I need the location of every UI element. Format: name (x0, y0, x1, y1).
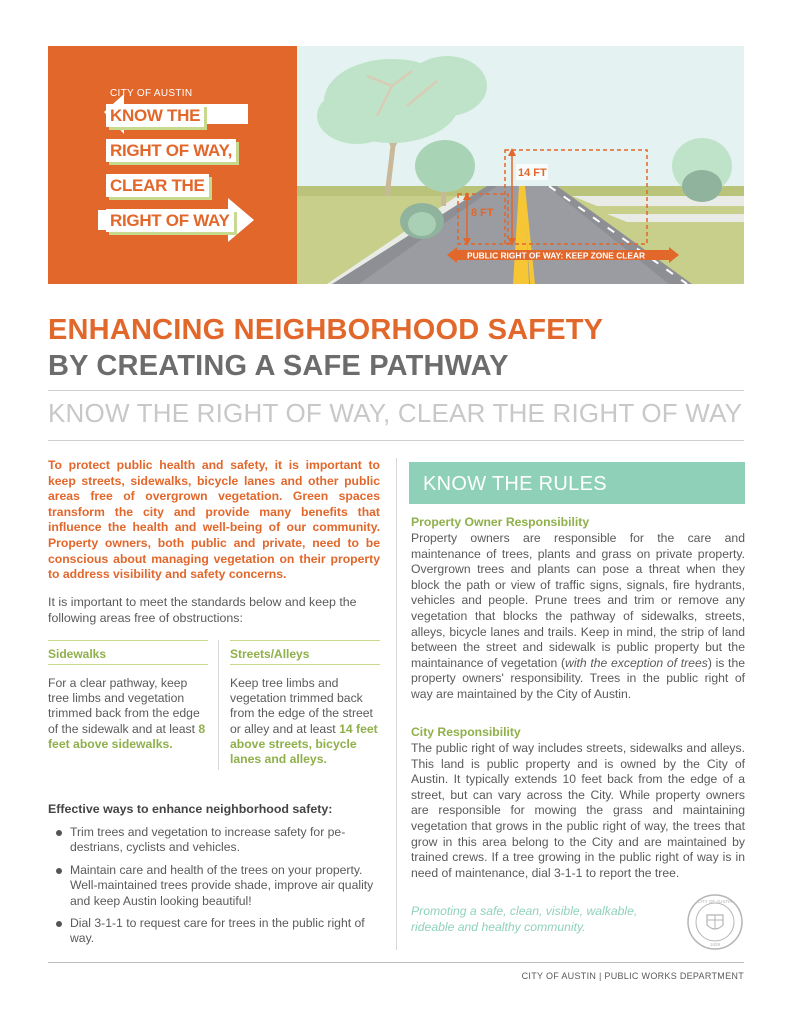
owner-text: Property owners are responsible for the care and maintenance of trees, plants and grass on private property. Overgrown trees and plants can pose a threat when they block the path or view of traffic signs, signals, fire hydrants, vehicles and people. Prune trees and trim or remove any vegetation that blocks the pathway of sidewalks, streets, alleys, bicycle lanes and trails. Keep in mind, the strip of land between the street and sidewalk is public property but the maintainance of vegetation (with the exception of trees) is the property owners' responsibility. Trees in the public right of way are maintained by the City of Austin. (411, 531, 746, 701)
arrow-graphics (48, 46, 297, 284)
page-title-line-2: BY CREATING A SAFE PATHWAY (48, 350, 509, 382)
svg-text:CITY OF AUSTIN: CITY OF AUSTIN (697, 899, 733, 904)
headline-line-4: RIGHT OF WAY (106, 209, 234, 232)
svg-text:1839: 1839 (709, 942, 721, 947)
sidewalks-heading: Sidewalks (48, 647, 107, 661)
divider (48, 664, 208, 665)
divider (48, 390, 744, 391)
slogan: Promoting a safe, clean, visible, walkable, rideable and healthy community. (411, 904, 638, 934)
list-item: Trim trees and vegetation to increase safety for pe-destrians, cyclists and vehicles. (48, 825, 388, 856)
list-item: Maintain care and health of the trees on your property. Well-maintained trees provide shade, improve air quality and keep Austin looking beautiful! (48, 863, 388, 909)
street-illustration (297, 46, 744, 284)
effective-heading: Effective ways to enhance neighborhood safety: (48, 802, 333, 816)
rules-title: KNOW THE RULES (423, 473, 607, 495)
headline-line-2: RIGHT OF WAY, (106, 139, 236, 162)
footer-divider (48, 962, 744, 963)
city-heading: City Responsibility (411, 725, 521, 739)
divider (48, 640, 208, 641)
divider (230, 664, 380, 665)
owner-heading: Property Owner Responsibility (411, 515, 590, 529)
bullet-icon (56, 868, 62, 874)
city-text: The public right of way includes streets, sidewalks and alleys. This land is public property and is owned by the City of Austin. It typically extends 10 feet back from the edge of a street, but can vary across the City. While property owners are responsible for mowing the grass and maintaining vegetation that grows in the public right of way, the trees that grow in this area belong to the City and are maintained by trained crews. If a tree growing in the public right of way is in need of maintenance, dial 3-1-1 to report the tree. (411, 741, 745, 880)
page-subtitle: KNOW THE RIGHT OF WAY, CLEAR THE RIGHT OF WAY (48, 398, 743, 428)
column-divider (396, 458, 397, 950)
divider (48, 440, 744, 441)
city-label: CITY OF AUSTIN (110, 88, 193, 99)
bullet-icon (56, 921, 62, 927)
label-8ft: 8 FT (471, 207, 494, 219)
label-14ft: 14 FT (518, 167, 547, 179)
zone-label: PUBLIC RIGHT OF WAY: KEEP ZONE CLEAR (467, 250, 646, 261)
standards-paragraph: It is important to meet the standards below and keep the following areas free of obstructions: (48, 595, 357, 625)
hero-banner (48, 46, 744, 284)
streets-highlight: 14 feet above streets, bicycle lanes and alleys. (230, 721, 378, 767)
rules-header (409, 462, 745, 504)
sidewalks-text: For a clear pathway, keep tree limbs and vegetation trimmed back from the edge of the sidewalk and at least 8 feet above sidewalks. (48, 676, 206, 751)
list-item: Dial 3-1-1 to request care for trees in the public right of way. (48, 916, 388, 947)
headline-line-1: KNOW THE (106, 104, 204, 127)
streets-heading: Streets/Alleys (230, 647, 310, 661)
headline-line-3: CLEAR THE (106, 174, 209, 197)
divider (230, 640, 380, 641)
bullet-icon (56, 830, 62, 836)
sidewalks-highlight: 8 feet above sidewalks. (48, 721, 206, 751)
column-divider (218, 640, 219, 770)
city-seal-icon (686, 893, 744, 951)
page-title: ENHANCING NEIGHBORHOOD SAFETY (48, 314, 604, 346)
headline-panel (48, 46, 297, 284)
intro-paragraph: To protect public health and safety, it is important to keep streets, sidewalks, bicycle lanes and other public areas free of overgrown vegetation. Green spaces transform the city and provide many benefits that influence the health and well-being of our community. Property owners, both public and private, need to be conscious about managing vegetation on their property to address visibility and safety concerns. (48, 458, 380, 582)
streets-text: Keep tree limbs and vegetation trimmed back from the edge of the street or alley and at least 14 feet above streets, bicycle lanes and alleys. (230, 676, 378, 767)
footer-text: CITY OF AUSTIN | PUBLIC WORKS DEPARTMENT (521, 971, 744, 981)
